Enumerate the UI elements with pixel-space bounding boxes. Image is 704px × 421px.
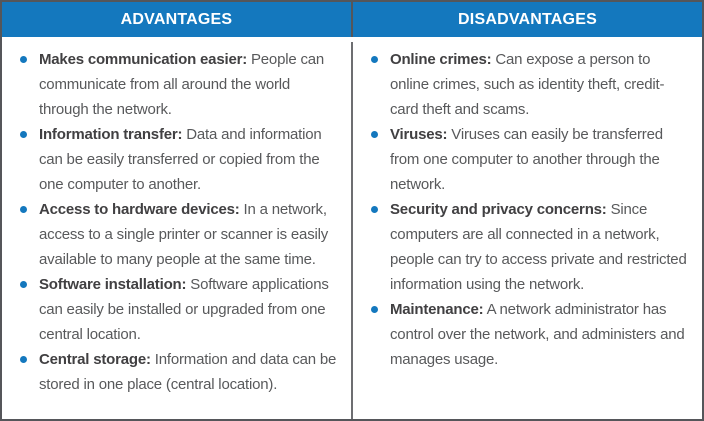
item-term: Information transfer: — [39, 126, 183, 143]
table-header-row — [2, 2, 702, 42]
header-advantages — [2, 2, 353, 37]
bullet-icon — [371, 56, 378, 63]
bullet-icon — [371, 131, 378, 138]
item-term: Makes communication easier: — [39, 51, 248, 68]
list-item — [353, 122, 692, 197]
item-desc: Software applications can easily be installed or upgraded from one central location. — [39, 276, 329, 343]
item-term: Online crimes: — [390, 51, 492, 68]
bullet-icon — [20, 281, 27, 288]
item-desc: Can expose a person to online crimes, such as identity theft, credit-card theft and scams. — [390, 51, 665, 118]
item-term: Access to hardware devices: — [39, 201, 240, 218]
advantages-list — [2, 47, 341, 397]
list-item — [2, 122, 341, 197]
list-item — [2, 272, 341, 347]
item-desc: Data and information can be easily transferred or copied from the one computer to another. — [39, 126, 322, 193]
list-item — [2, 197, 341, 272]
disadvantages-list — [353, 47, 692, 372]
disadvantages-cell — [353, 42, 702, 419]
item-desc: Viruses can easily be transferred from one computer to another through the network. — [390, 126, 663, 193]
advantages-cell — [2, 42, 353, 419]
item-desc: People can communicate from all around the world through the network. — [39, 51, 325, 118]
item-desc: Since computers are all connected in a network, people can try to access private and restricted information using the network. — [390, 201, 687, 293]
item-term: Security and privacy concerns: — [390, 201, 607, 218]
item-term: Maintenance: — [390, 301, 484, 318]
header-disadvantages — [353, 2, 702, 37]
bullet-icon — [371, 306, 378, 313]
bullet-icon — [20, 56, 27, 63]
table-body-row — [2, 42, 702, 419]
item-desc: A network administrator has control over the network, and administers and manages usage. — [390, 301, 685, 368]
bullet-icon — [371, 206, 378, 213]
list-item — [353, 47, 692, 122]
list-item — [2, 347, 341, 397]
list-item — [353, 197, 692, 297]
bullet-icon — [20, 356, 27, 363]
item-desc: In a network, access to a single printer or scanner is easily available to many people at the same time. — [39, 201, 329, 268]
header-disadvantages-label: DISADVANTAGES — [458, 10, 597, 28]
item-term: Central storage: — [39, 351, 151, 368]
list-item — [2, 47, 341, 122]
list-item — [353, 297, 692, 372]
bullet-icon — [20, 131, 27, 138]
item-desc: Information and data can be stored in one place (central location). — [39, 351, 337, 393]
header-advantages-label: ADVANTAGES — [120, 10, 233, 28]
bullet-icon — [20, 206, 27, 213]
item-term: Software installation: — [39, 276, 187, 293]
item-term: Viruses: — [390, 126, 448, 143]
